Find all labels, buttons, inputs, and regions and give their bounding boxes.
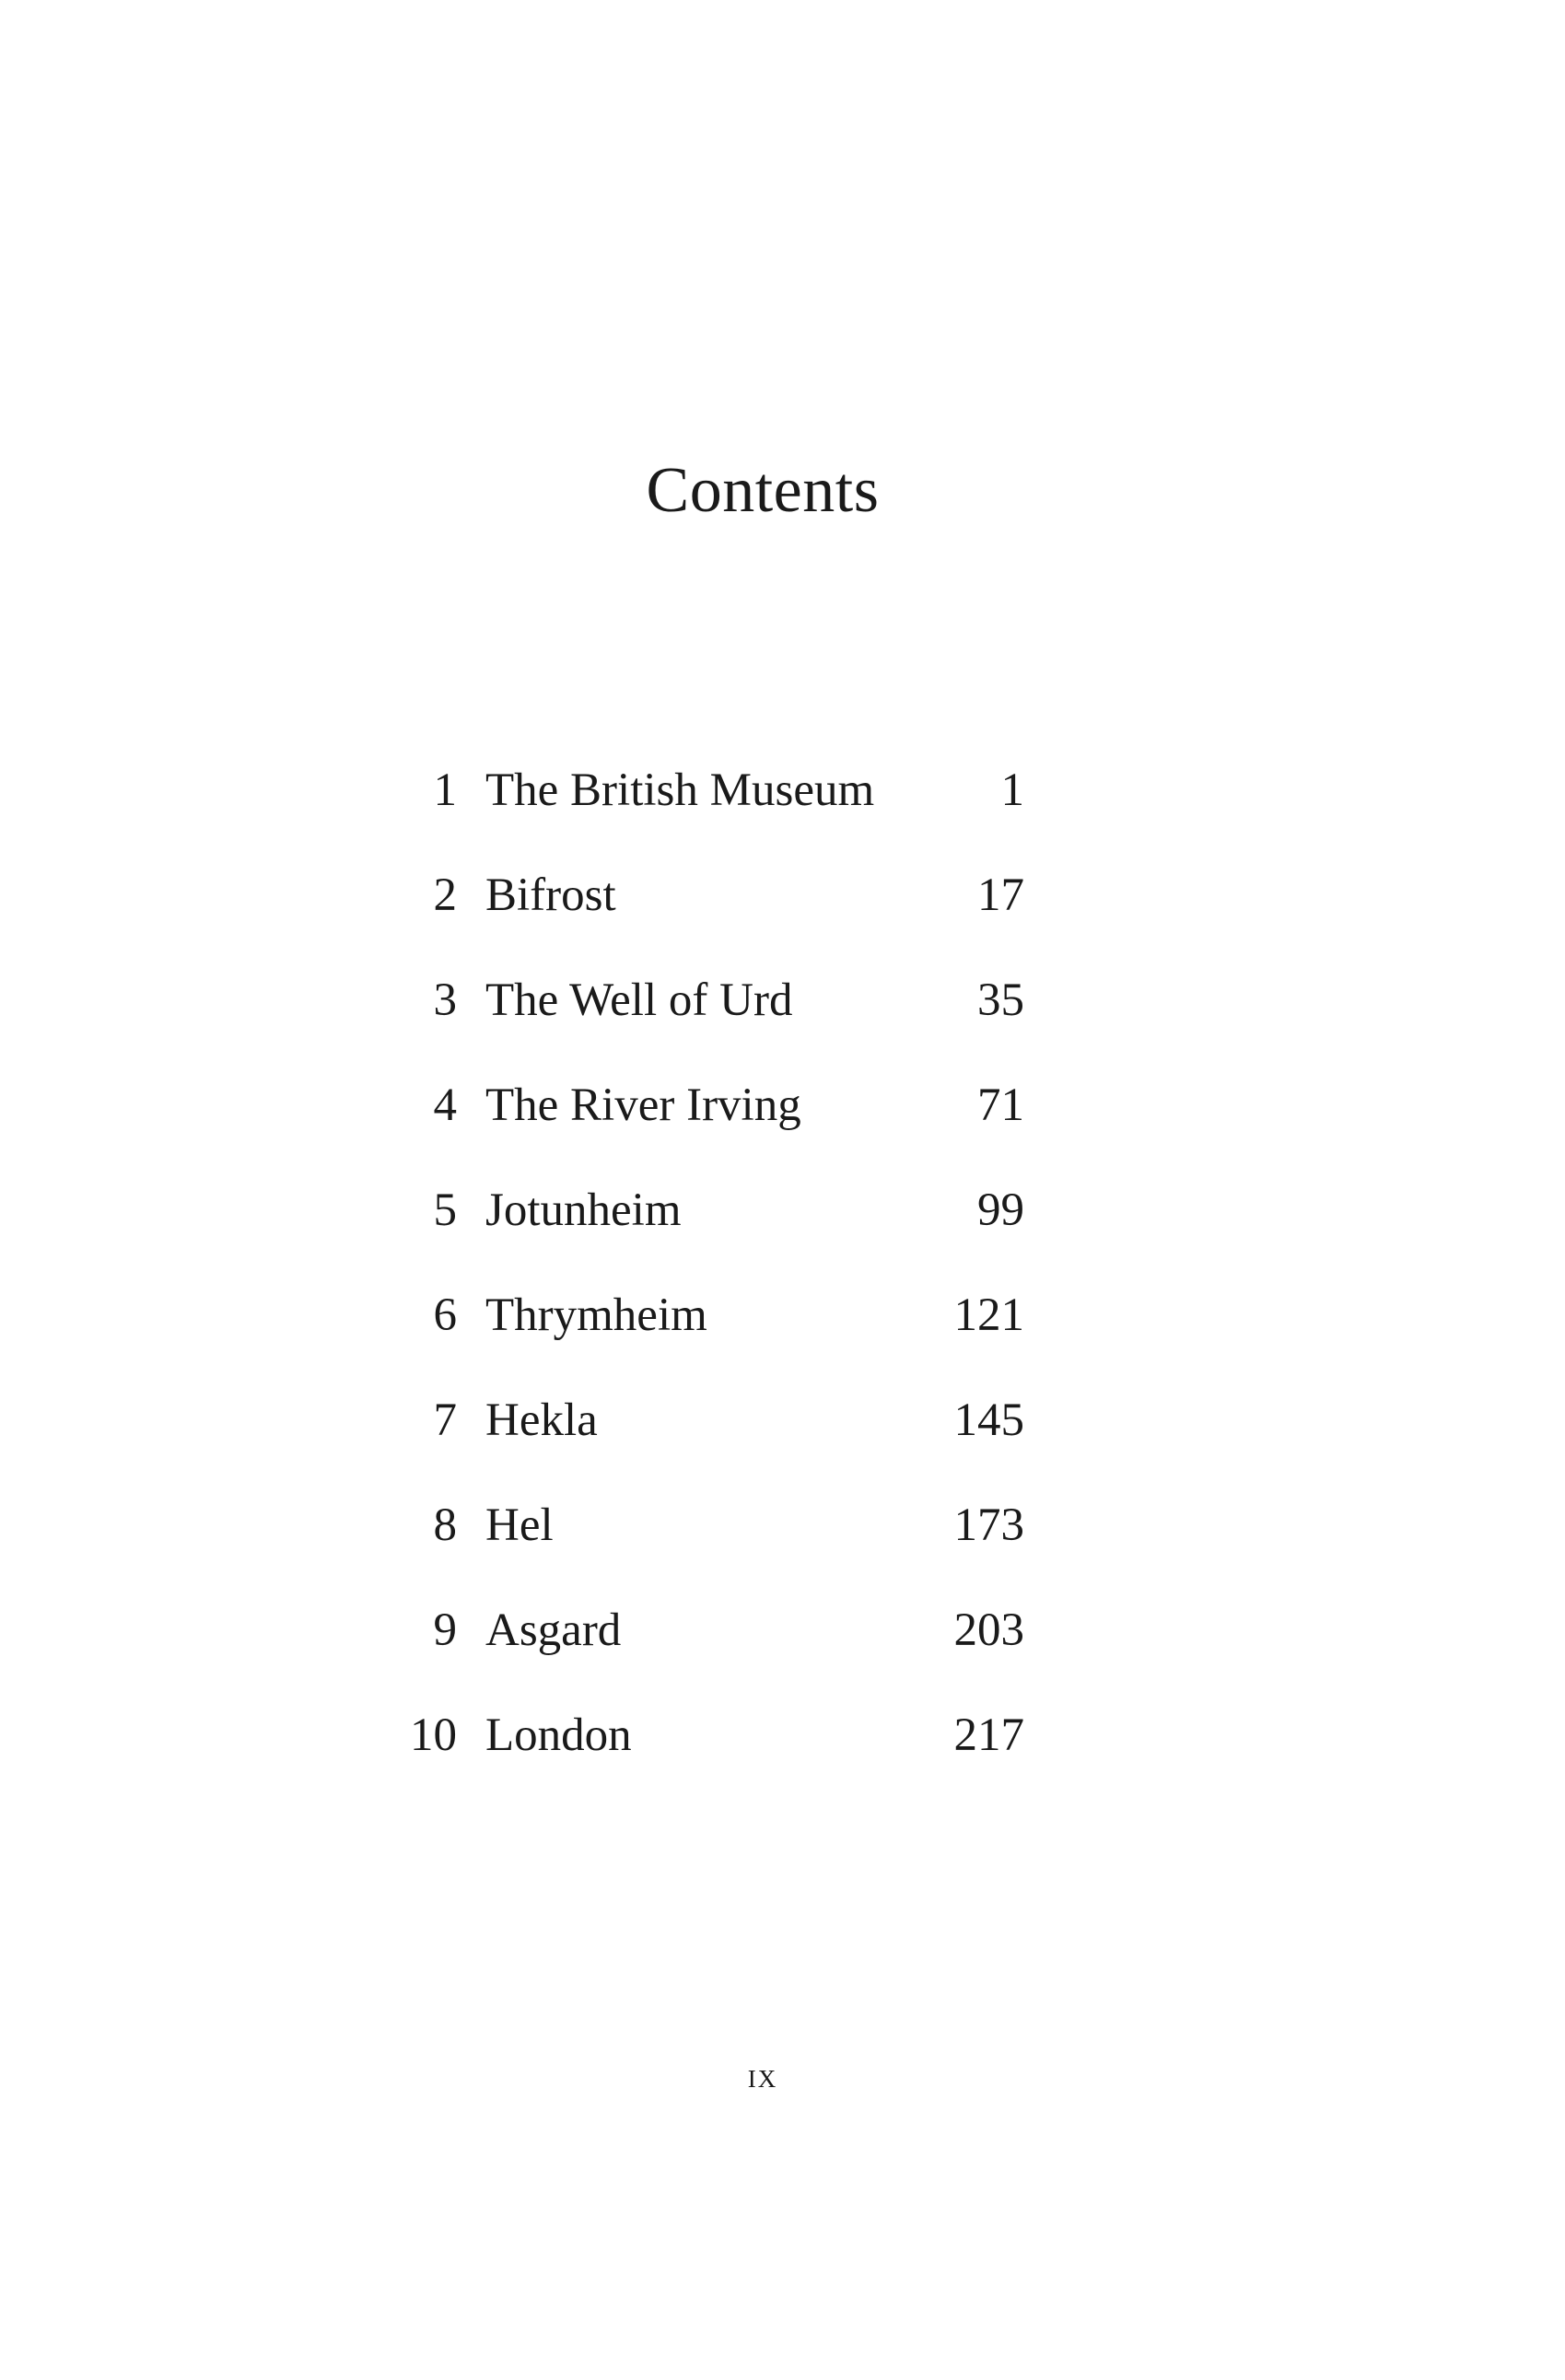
page-number: 203: [953, 1604, 1024, 1656]
chapter-number: 1: [433, 764, 457, 816]
chapter-title: Hel: [485, 1499, 554, 1551]
chapter-number: 8: [433, 1499, 457, 1551]
page-number: 217: [953, 1709, 1024, 1761]
page-number: 17: [977, 869, 1024, 921]
chapter-title: Asgard: [485, 1604, 622, 1656]
toc-entry: [350, 1703, 1024, 1808]
chapter-number: 2: [433, 869, 457, 921]
chapter-number: 3: [433, 974, 457, 1026]
chapter-title: Jotunheim: [485, 1184, 682, 1236]
chapter-number: 4: [433, 1079, 457, 1131]
page-number: 145: [953, 1394, 1024, 1446]
table-of-contents: [350, 758, 1024, 1808]
toc-entry: [350, 1073, 1024, 1178]
page-number: 35: [977, 974, 1024, 1026]
folio-page-number: ix: [747, 2057, 778, 2095]
toc-entry: [350, 968, 1024, 1073]
chapter-title: The British Museum: [485, 764, 875, 816]
chapter-title: Hekla: [485, 1394, 598, 1446]
chapter-number: 5: [433, 1184, 457, 1236]
chapter-title: The River Irving: [485, 1079, 801, 1131]
toc-entry: [350, 863, 1024, 968]
chapter-number: 7: [433, 1394, 457, 1446]
page-number: 173: [953, 1499, 1024, 1551]
toc-entry: [350, 1598, 1024, 1703]
page-number: 99: [977, 1184, 1024, 1236]
chapter-title: The Well of Urd: [485, 974, 793, 1026]
toc-entry: [350, 1283, 1024, 1388]
chapter-title: Thrymheim: [485, 1289, 707, 1341]
page-number: 1: [1000, 764, 1024, 816]
toc-entry: [350, 1388, 1024, 1493]
chapter-number: 9: [433, 1604, 457, 1656]
chapter-number: 6: [433, 1289, 457, 1341]
chapter-number: 10: [410, 1709, 457, 1761]
page-number: 121: [953, 1289, 1024, 1341]
page-number: 71: [977, 1079, 1024, 1131]
chapter-title: Bifrost: [485, 869, 616, 921]
page-title: Contents: [646, 455, 880, 526]
toc-entry: [350, 758, 1024, 863]
toc-entry: [350, 1493, 1024, 1598]
toc-entry: [350, 1178, 1024, 1283]
chapter-title: London: [485, 1709, 632, 1761]
